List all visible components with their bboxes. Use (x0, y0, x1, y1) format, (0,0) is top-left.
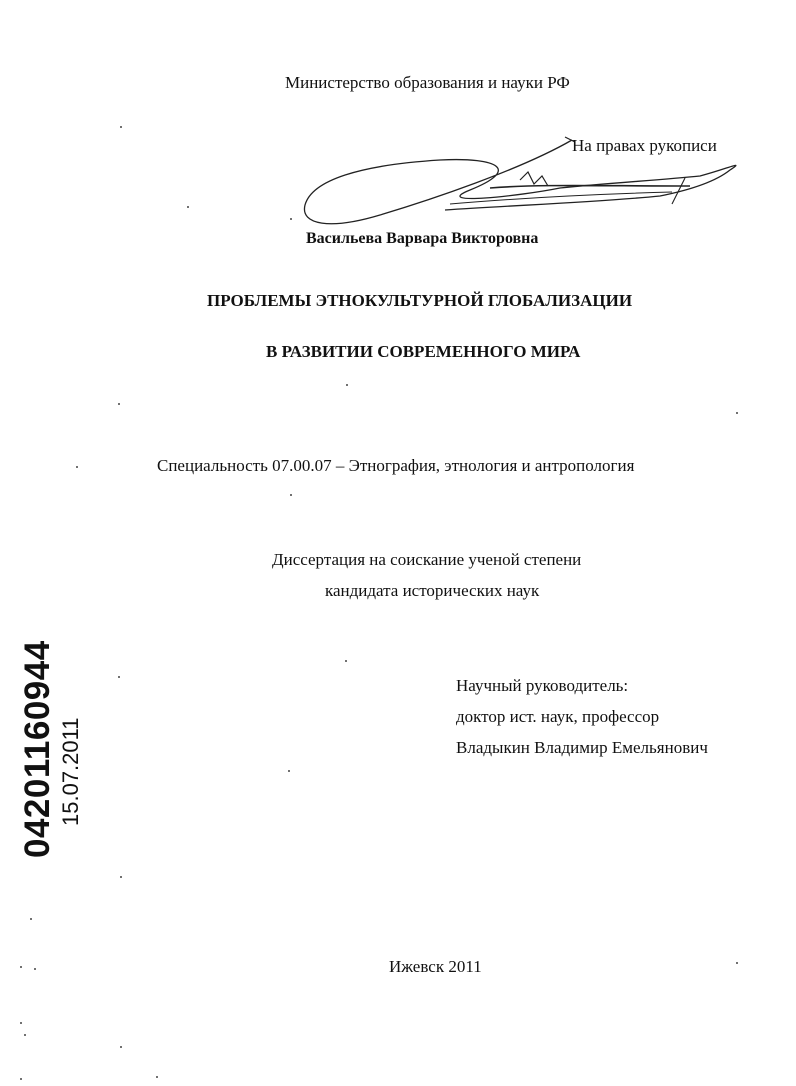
supervisor-label: Научный руководитель: (456, 676, 629, 695)
city-year: Ижевск 2011 (389, 957, 482, 976)
author-name: Васильева Варвара Викторовна (306, 230, 539, 247)
supervisor-degree: доктор ист. наук, профессор (456, 707, 660, 726)
ministry-heading: Министерство образования и науки РФ (285, 73, 570, 92)
scan-speck (345, 660, 347, 662)
scan-speck (118, 403, 120, 405)
scan-speck (30, 918, 32, 920)
scan-speck (20, 1022, 22, 1024)
thesis-title-line-2: В РАЗВИТИИ СОВРЕМЕННОГО МИРА (266, 342, 581, 361)
scan-speck (76, 466, 78, 468)
manuscript-rights-note: На правах рукописи (572, 136, 717, 155)
scan-speck (120, 876, 122, 878)
scan-speck (346, 384, 348, 386)
scan-speck (34, 968, 36, 970)
thesis-title-line-1: ПРОБЛЕМЫ ЭТНОКУЛЬТУРНОЙ ГЛОБАЛИЗАЦИИ (207, 291, 633, 310)
scan-speck (120, 1046, 122, 1048)
dissertation-line-1: Диссертация на соискание ученой степени (272, 550, 582, 569)
scan-speck (156, 1076, 158, 1078)
scan-speck (20, 966, 22, 968)
scan-speck (290, 218, 292, 220)
library-stamp-number: 04201160944 (18, 640, 57, 858)
scan-speck (736, 962, 738, 964)
scan-speck (290, 494, 292, 496)
scan-speck (24, 1034, 26, 1036)
dissertation-line-2: кандидата исторических наук (325, 581, 540, 600)
scan-speck (118, 676, 120, 678)
library-stamp-date: 15.07.2011 (58, 717, 83, 826)
scan-speck (120, 126, 122, 128)
specialty-line: Специальность 07.00.07 – Этнография, этнология и антропология (157, 456, 635, 475)
scan-speck (187, 206, 189, 208)
scan-speck (288, 770, 290, 772)
supervisor-name: Владыкин Владимир Емельянович (456, 738, 708, 757)
scan-speck (736, 412, 738, 414)
scan-speck (20, 1078, 22, 1080)
